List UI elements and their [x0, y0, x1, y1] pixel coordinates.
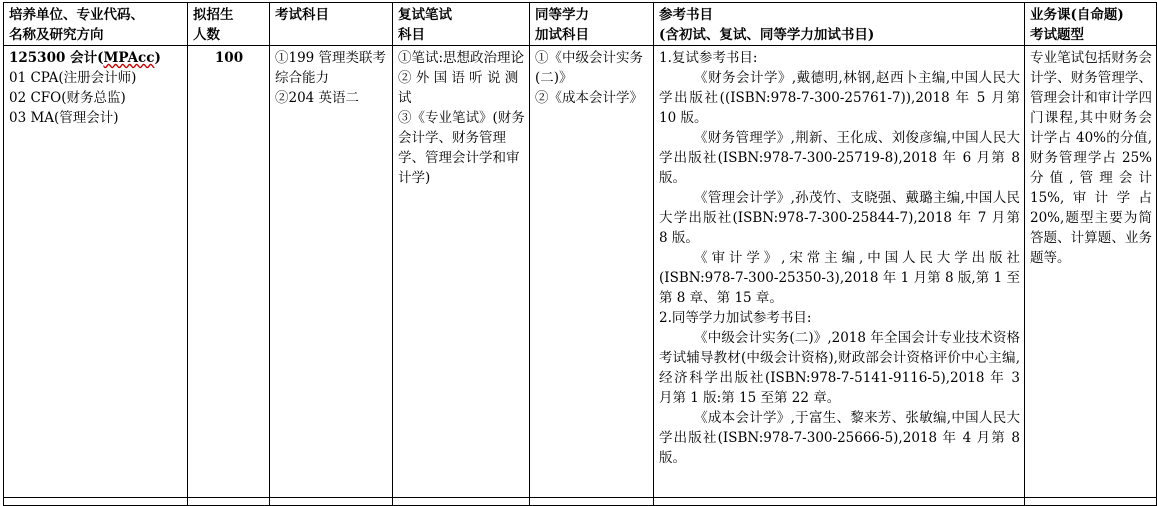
program-abbr: MPAcc	[103, 50, 155, 66]
header-equivalent-line2: 加试科目	[535, 27, 589, 43]
header-references-line2: (含初试、复试、同等学力加试书目)	[659, 27, 875, 43]
stub-cell	[393, 498, 530, 506]
retest-item: ③《专业笔试》(财务会计学、财务管理学、管理会计学和审计学)	[398, 110, 525, 186]
header-row	[4, 3, 1157, 46]
header-enrollment-line2: 人数	[193, 27, 220, 43]
program-code: 125300	[9, 50, 66, 66]
table-row	[4, 46, 1157, 498]
header-exam-subjects-line1: 考试科目	[275, 7, 329, 23]
header-retest-line2: 科目	[398, 27, 425, 43]
header-references-line1: 参考书目	[659, 7, 713, 23]
program-title	[9, 48, 183, 68]
header-enrollment-line1: 拟招生	[193, 7, 234, 23]
reference-book: 《财务管理学》,荆新、王化成、刘俊彦编,中国人民大学出版社(ISBN:978-7-300-25719-8),2018 年 6 月第 8 版。	[659, 130, 1020, 186]
question-types-text: 专业笔试包括财务会计学、财务管理学、管理会计和审计学四门课程,其中财务会计学占 40%的分值,财务管理学占 25%分值,管理会计 15%,审计学占 20%,题型主要为简答题、计算题、业务题等。	[1030, 50, 1152, 266]
header-equivalent-subjects	[530, 3, 654, 46]
direction-item: 02 CFO(财务总监)	[9, 90, 126, 106]
header-references	[654, 3, 1025, 46]
retest-item: ② 外 国 语 听 说 测 试	[398, 70, 519, 106]
stub-cell	[654, 498, 1025, 506]
reference-book: 《管理会计学》,孙茂竹、支晓强、戴璐主编,中国人民大学出版社(ISBN:978-7-300-25844-7),2018 年 7 月第 8 版。	[659, 190, 1020, 246]
equivalent-subject-item: ①《中级会计实务(二)》	[535, 50, 643, 86]
header-retest-written	[393, 3, 530, 46]
stub-cell	[530, 498, 654, 506]
stub-cell	[270, 498, 393, 506]
reference-book: 《中级会计实务(二)》,2018 年全国会计专业技术资格考试辅导教材(中级会计资格),财政部会计资格评价中心主编,经济科学出版社(ISBN:978-7-5141-9116-5),2018 年 3 月第 1 版:第 15 至第 22 章。	[659, 330, 1020, 406]
question-types-cell	[1025, 46, 1157, 498]
enrollment-count: 100	[214, 50, 244, 66]
exam-subjects-cell	[270, 46, 393, 498]
program-cell	[4, 46, 188, 498]
header-program-line1: 培养单位、专业代码、	[9, 7, 144, 23]
references-cell	[654, 46, 1025, 498]
header-question-types-line2: 考试题型	[1030, 27, 1084, 43]
program-name: 会计(	[70, 50, 104, 66]
program-close: )	[154, 50, 161, 66]
equivalent-books-heading: 2.同等学力加试参考书目:	[659, 310, 812, 326]
header-equivalent-line1: 同等学力	[535, 7, 589, 23]
equivalent-subject-item: ②《成本会计学》	[535, 90, 643, 106]
equivalent-subjects-cell	[530, 46, 654, 498]
direction-item: 01 CPA(注册会计师)	[9, 70, 137, 86]
direction-item: 03 MA(管理会计)	[9, 110, 119, 126]
exam-subject-item: ②204 英语二	[275, 90, 360, 106]
header-enrollment	[188, 3, 270, 46]
retest-books-heading: 1.复试参考书目:	[659, 50, 758, 66]
stub-cell	[188, 498, 270, 506]
admissions-table	[3, 2, 1157, 506]
header-question-types-line1: 业务课(自命题)	[1030, 7, 1124, 23]
header-question-types	[1025, 3, 1157, 46]
reference-book: 《成本会计学》,于富生、黎来芳、张敏编,中国人民大学出版社(ISBN:978-7-300-25666-5),2018 年 4 月第 8 版。	[659, 410, 1020, 466]
retest-item: ①笔试:思想政治理论	[398, 50, 525, 66]
header-program-line2: 名称及研究方向	[9, 27, 104, 43]
reference-book: 《审计学》,宋常主编,中国人民大学出版社(ISBN:978-7-300-25350-3),2018 年 1 月第 8 版,第 1 至第 8 章、第 15 章。	[659, 250, 1020, 306]
stub-cell	[1025, 498, 1157, 506]
retest-written-cell	[393, 46, 530, 498]
stub-cell	[4, 498, 188, 506]
header-exam-subjects	[270, 3, 393, 46]
header-retest-line1: 复试笔试	[398, 7, 452, 23]
enrollment-cell	[188, 46, 270, 498]
next-row-stub	[4, 498, 1157, 506]
header-program	[4, 3, 188, 46]
exam-subject-item: ①199 管理类联考综合能力	[275, 50, 387, 86]
reference-book: 《财务会计学》,戴德明,林钢,赵西卜主编,中国人民大学出版社((ISBN:978-7-300-25761-7)),2018 年 5 月第 10 版。	[659, 70, 1020, 126]
